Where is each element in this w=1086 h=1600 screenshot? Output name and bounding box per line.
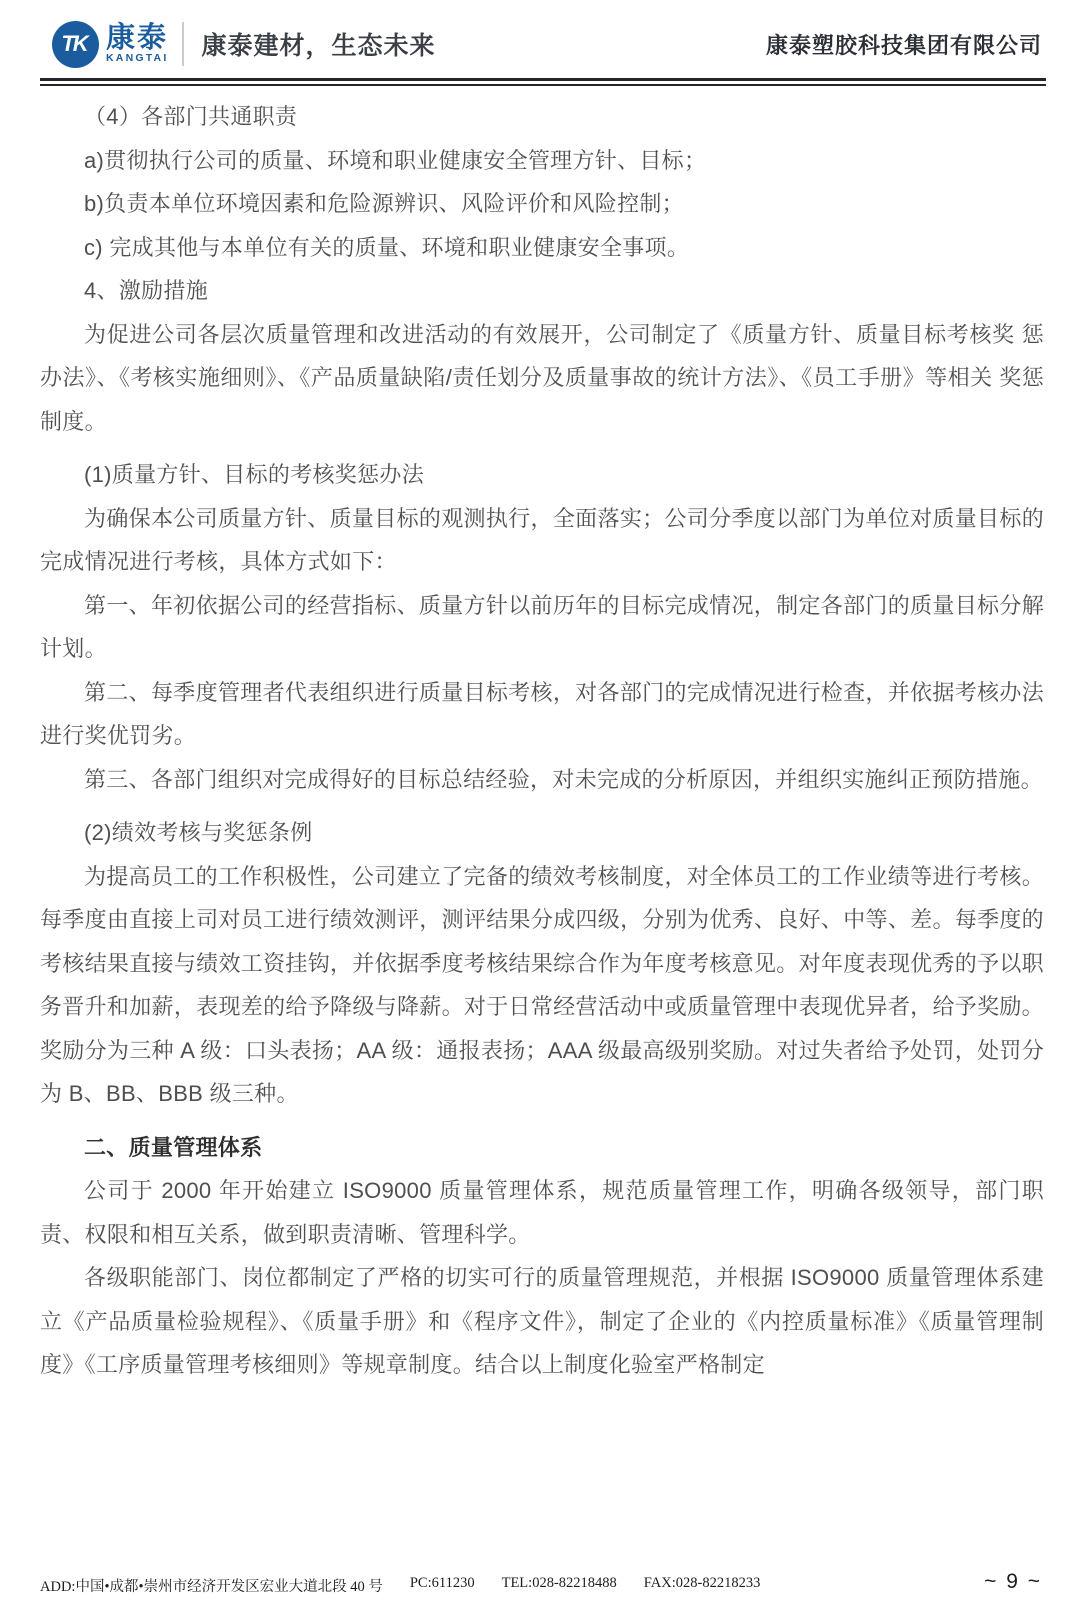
paragraph: 为确保本公司质量方针、质量目标的观测执行，全面落实；公司分季度以部门为单位对质量目标的完成情况进行考核，具体方式如下： bbox=[40, 505, 1044, 574]
paragraph: c) 完成其他与本单位有关的质量、环境和职业健康安全事项。 bbox=[84, 234, 690, 260]
paragraph: 4、激励措施 bbox=[84, 278, 209, 303]
paragraph: 第一、年初依据公司的经营指标、质量方针以前历年的目标完成情况，制定各部门的质量目标分解计划。 bbox=[40, 592, 1044, 661]
footer-contact-info bbox=[40, 1575, 760, 1596]
header-rule bbox=[40, 78, 1046, 86]
footer-fax: FAX:028-82218233 bbox=[643, 1575, 761, 1591]
logo-name-cn: 康泰 bbox=[106, 22, 169, 54]
logo-monogram: TK bbox=[61, 31, 87, 56]
header-left bbox=[52, 21, 435, 68]
page-header bbox=[0, 0, 1086, 74]
tk-monogram-icon bbox=[52, 21, 99, 68]
section-heading: 二、质量管理体系 bbox=[84, 1134, 263, 1160]
paragraph: 第三、各部门组织对完成得好的目标总结经验，对未完成的分析原因，并组织实施纠正预防措施。 bbox=[84, 766, 1043, 792]
footer-postcode: PC:611230 bbox=[409, 1575, 475, 1591]
paragraph: 第二、每季度管理者代表组织进行质量目标考核，对各部门的完成情况进行检查，并依据考核办法进行奖优罚劣。 bbox=[40, 679, 1044, 748]
paragraph: 为提高员工的工作积极性，公司建立了完备的绩效考核制度，对全体员工的工作业绩等进行考核。每季度由直接上司对员工进行绩效测评，测评结果分成四级，分别为优秀、良好、中等、差。每季度的考核结果直接与绩效工资挂钩，并依据季度考核结果综合作为年度考核意见。对年度表现优秀的予以职务晋升和加薪，表现差的给予降级与降薪。对于日常经营活动中或质量管理中表现优异者，给予奖励。奖励分为三种 A 级：口头表扬；AA 级：通报表扬；AAA 级最高级别奖励。对过失者给予处罚，处罚分为 B、BB、BBB 级三种。 bbox=[40, 863, 1044, 1106]
company-slogan: 康泰建材，生态未来 bbox=[201, 32, 436, 60]
paragraph: a)贯彻执行公司的质量、环境和职业健康安全管理方针、目标； bbox=[84, 147, 707, 173]
paragraph: b)负责本单位环境因素和危险源辨识、风险评价和风险控制； bbox=[84, 191, 684, 216]
document-body bbox=[0, 86, 1086, 1387]
page-number: ~ 9 ~ bbox=[984, 1569, 1042, 1593]
footer-address: ADD:中国•成都•崇州市经济开发区宏业大道北段 40 号 bbox=[40, 1579, 383, 1595]
paragraph: (1)质量方针、目标的考核奖惩办法 bbox=[84, 462, 424, 487]
paragraph: （4）各部门共通职责 bbox=[84, 104, 298, 129]
kangtai-logo bbox=[52, 21, 168, 68]
paragraph: 公司于 2000 年开始建立 ISO9000 质量管理体系，规范质量管理工作，明确各级领导，部门职责、权限和相互关系，做到职责清晰、管理科学。 bbox=[40, 1178, 1044, 1247]
paragraph: (2)绩效考核与奖惩条例 bbox=[84, 820, 313, 845]
logo-name-en: KANGTAI bbox=[106, 52, 169, 65]
paragraph: 为促进公司各层次质量管理和改进活动的有效展开，公司制定了《质量方针、质量目标考核奖 惩办法》、《考核实施细则》、《产品质量缺陷/责任划分及质量事故的统计方法》、《员工手册》等相关 奖惩制度。 bbox=[40, 321, 1044, 434]
paragraph: 各级职能部门、岗位都制定了严格的切实可行的质量管理规范，并根据 ISO9000 质量管理体系建立《产品质量检验规程》、《质量手册》和《程序文件》，制定了企业的《内控质量标准》《质量管理制度》《工序质量管理考核细则》等规章制度。结合以上制度化验室严格制定 bbox=[40, 1265, 1044, 1377]
header-divider bbox=[182, 22, 184, 66]
logo-wordmark bbox=[106, 23, 168, 65]
company-name: 康泰塑胶科技集团有限公司 bbox=[765, 32, 1042, 58]
footer-tel: TEL:028-82218488 bbox=[501, 1575, 617, 1591]
page-footer bbox=[40, 1567, 1042, 1596]
